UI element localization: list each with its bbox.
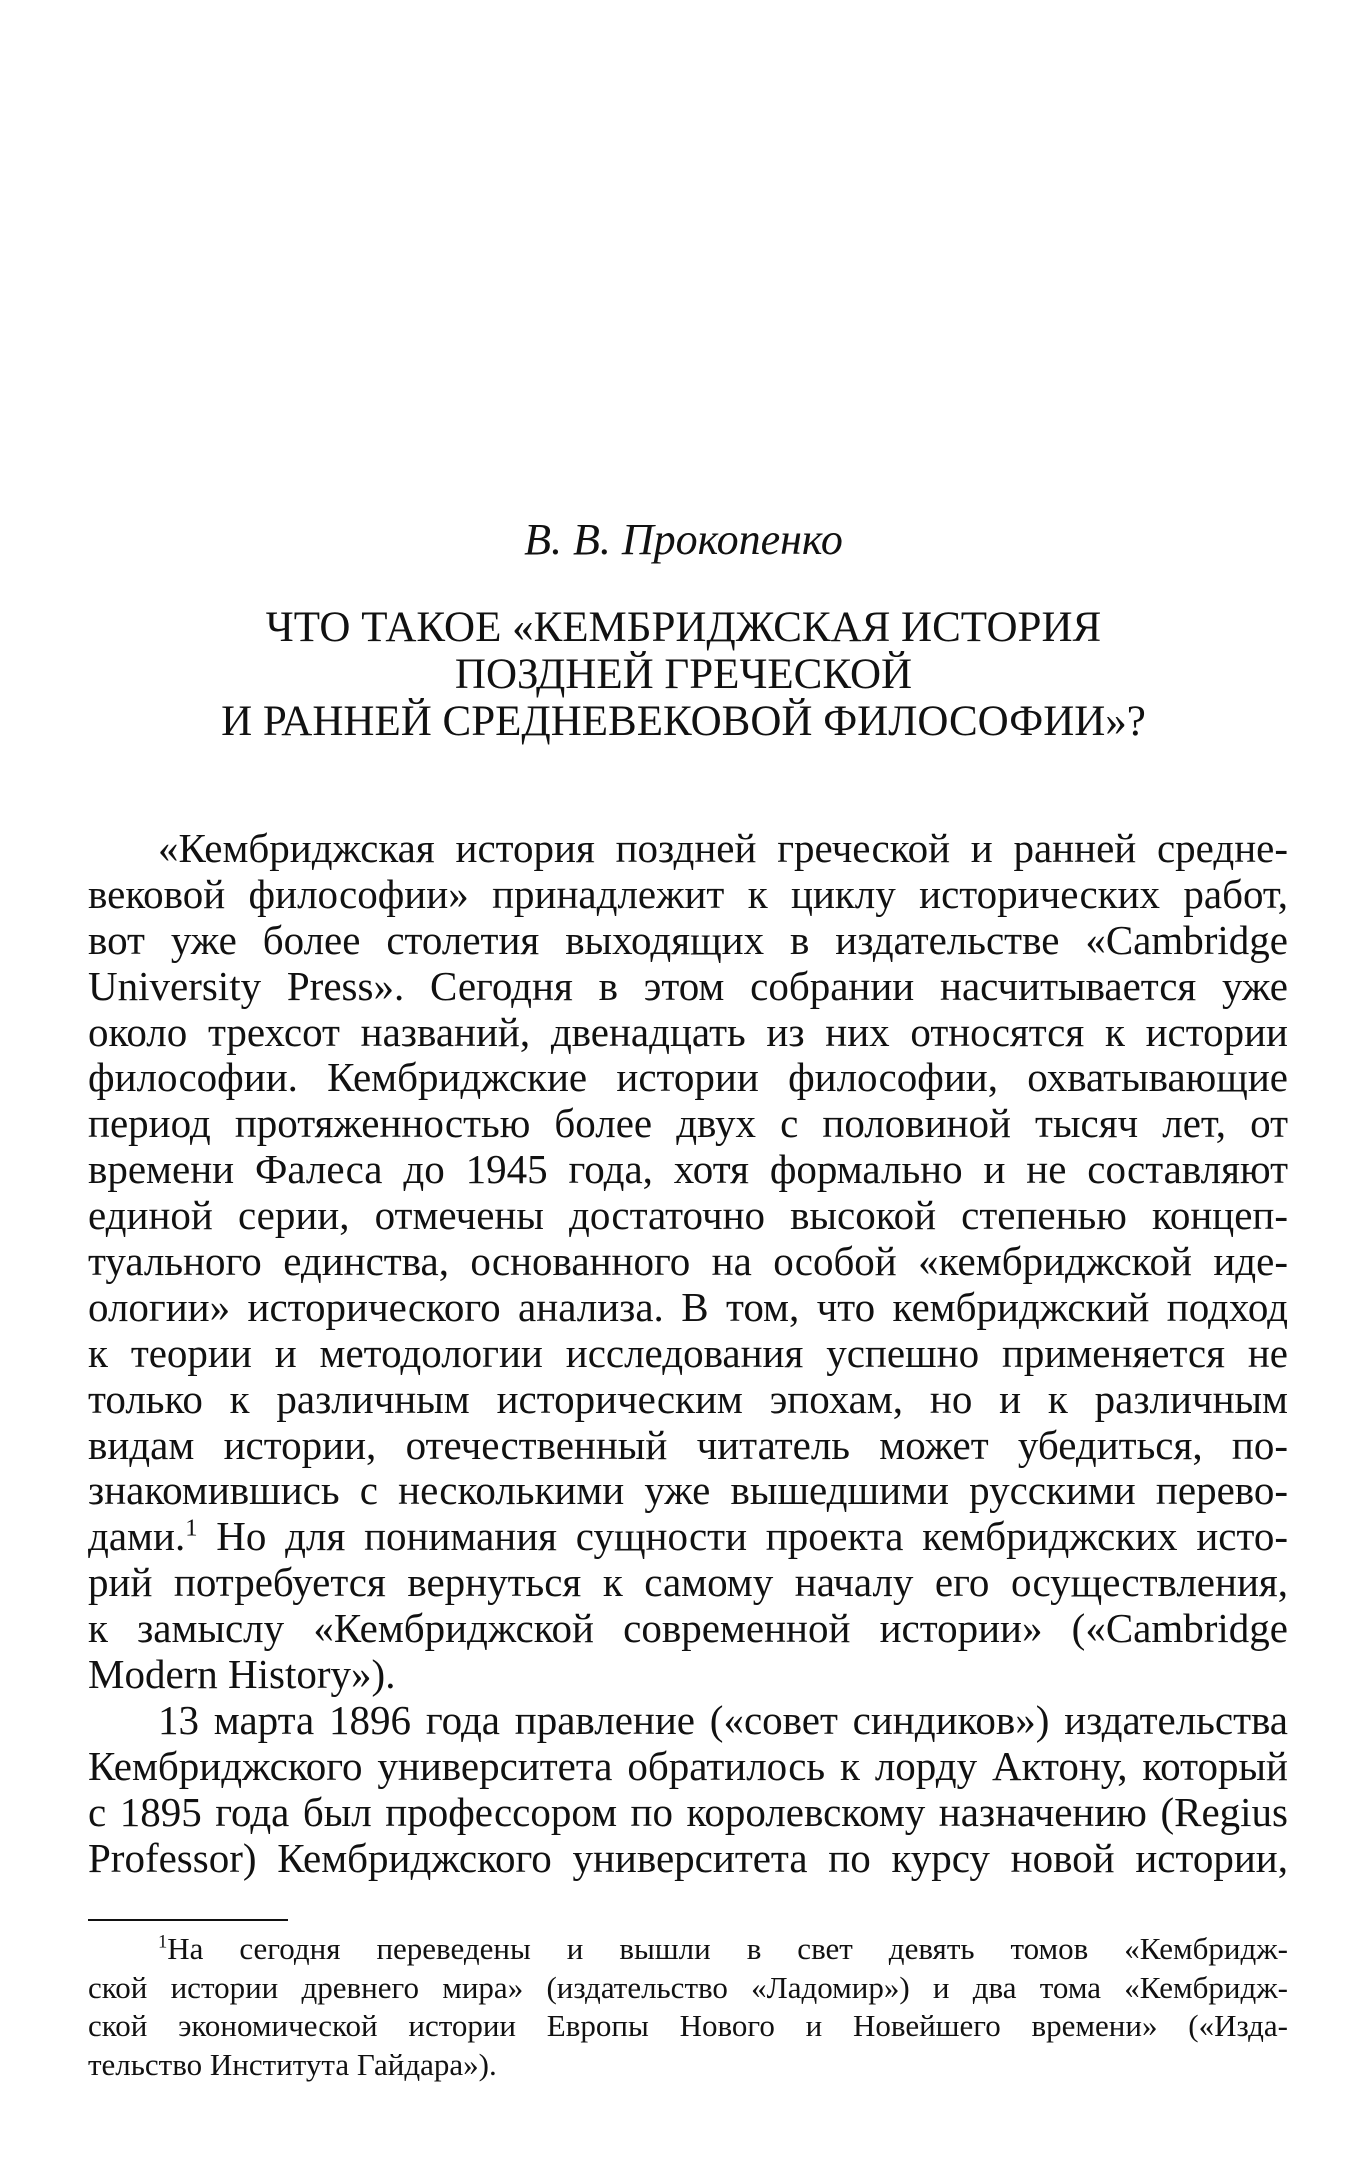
text-line: с 1895 года был профессором по королевскому назначению (Regius	[88, 1788, 1288, 1835]
text-line: видам истории, отечественный читатель может убедиться, по-	[88, 1421, 1288, 1468]
paragraph-2	[88, 1698, 1288, 1882]
text-line: вековой философии» принадлежит к циклу исторических работ,	[88, 870, 1288, 917]
text-line: Кембриджского университета обратилось к лорду Актону, который	[88, 1742, 1288, 1789]
text-line: тельство Института Гайдара»).	[88, 2046, 497, 2082]
text-line: около трехсот названий, двенадцать из них относятся к истории	[88, 1008, 1288, 1055]
text-line: рий потребуется вернуться к самому началу его осуществления,	[88, 1559, 1288, 1606]
text-line: единой серии, отмечены достаточно высокой степенью концеп-	[88, 1192, 1288, 1239]
title-line: ПОЗДНЕЙ ГРЕЧЕСКОЙ	[454, 651, 913, 698]
article-title	[0, 604, 1367, 745]
text-line: туального единства, основанного на особой «кембриджской иде-	[88, 1238, 1288, 1285]
title-line: И РАННЕЙ СРЕДНЕВЕКОВОЙ ФИЛОСОФИИ»?	[221, 698, 1146, 745]
text-line: «Кембриджская история поздней греческой и ранней средне-	[158, 825, 1288, 871]
text-line: 13 марта 1896 года правление («совет синдиков») издательства	[158, 1696, 1288, 1743]
footnote-marker: 1	[158, 1931, 168, 1953]
text-line: Professor) Кембриджского университета по курсу новой истории,	[88, 1834, 1288, 1881]
footnote	[88, 1930, 1288, 2084]
text-line: вот уже более столетия выходящих в издательстве «Cambridge	[88, 916, 1288, 963]
author-name: В. В. Прокопенко	[524, 515, 843, 564]
text-line: Modern History»).	[88, 1651, 396, 1698]
text-line: только к различным историческим эпохам, но и к различным	[88, 1375, 1288, 1422]
text-line	[88, 1514, 1288, 1560]
text-line: период протяженностью более двух с половиной тысяч лет, от	[88, 1100, 1288, 1147]
text-line: времени Фалеса до 1945 года, хотя формально и не составляют	[88, 1146, 1288, 1193]
footnote-divider	[88, 1919, 288, 1921]
text-line: ской истории древнего мира» (издательство «Ладомир») и два тома «Кембридж-	[88, 1969, 1288, 2005]
text-fragment: дами.	[88, 1513, 186, 1560]
text-fragment: На сегодня переведены и вышли в свет девять томов «Кембридж-	[167, 1931, 1288, 1966]
text-line: ологии» исторического анализа. В том, что кембриджский подход	[88, 1283, 1288, 1330]
text-line: ской экономической истории Европы Нового и Новейшего времени» («Изда-	[88, 2008, 1288, 2043]
text-fragment: Но для понимания сущности проекта кембриджских исто-	[197, 1513, 1288, 1560]
title-line: ЧТО ТАКОЕ «КЕМБРИДЖСКАЯ ИСТОРИЯ	[265, 604, 1102, 651]
paragraph-1	[88, 826, 1288, 1698]
article-body	[88, 826, 1288, 1881]
text-line: University Press». Сегодня в этом собрании насчитывается уже	[88, 962, 1288, 1009]
footnote-reference[interactable]: 1	[185, 1514, 198, 1542]
text-line	[88, 1930, 1288, 1969]
text-line: философии. Кембриджские истории философии, охватывающие	[88, 1054, 1288, 1101]
text-line: знакомившись с несколькими уже вышедшими русскими перево-	[88, 1467, 1288, 1514]
text-line: к теории и методологии исследования успешно применяется не	[88, 1329, 1288, 1376]
text-line: к замыслу «Кембриджской современной истории» («Cambridge	[88, 1605, 1288, 1652]
